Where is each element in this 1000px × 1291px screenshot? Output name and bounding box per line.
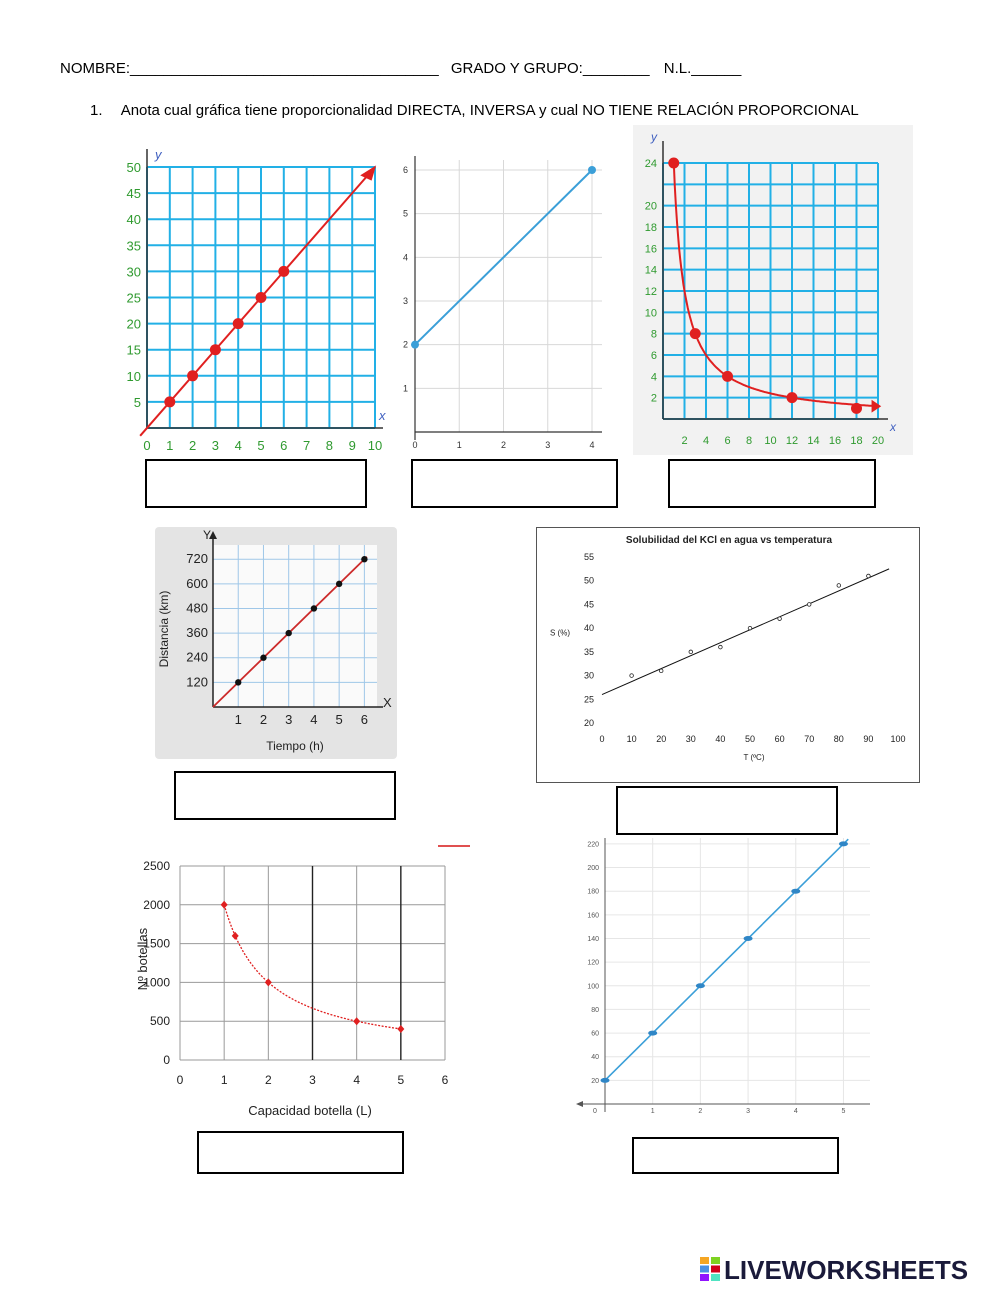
y-axis-label: y [155, 147, 162, 162]
x-tick-label: 6 [441, 1073, 449, 1087]
y-tick-label: 45 [583, 599, 594, 610]
x-tick-label: 3 [285, 712, 293, 727]
x-tick-label: 5 [841, 1108, 846, 1114]
y-tick-label: 45 [126, 186, 141, 202]
x-axis-label: Capacidad botella (L) [248, 1103, 372, 1118]
nl-line: ______ [691, 60, 742, 77]
data-point [164, 396, 175, 407]
x-tick-label: 40 [715, 734, 726, 744]
x-tick-label: 1 [234, 712, 242, 727]
data-point [744, 936, 753, 941]
y-tick-label: 120 [587, 959, 599, 967]
x-tick-label: 50 [744, 734, 756, 744]
y-tick-label: 120 [186, 674, 208, 690]
y-tick-label: 14 [644, 264, 657, 277]
answer-input-4[interactable] [176, 773, 398, 820]
x-tick-label: 1 [220, 1073, 228, 1087]
grade-line: ________ [582, 60, 650, 77]
x-tick-label: 7 [302, 438, 311, 453]
x-tick-label: 8 [325, 438, 334, 453]
x-tick-label: 90 [863, 734, 874, 744]
y-tick-label: 480 [186, 600, 208, 616]
data-point [397, 1025, 404, 1033]
x-tick-label: 6 [724, 435, 731, 447]
x-tick-label: 4 [310, 712, 318, 727]
data-point [260, 655, 266, 661]
data-point [648, 1031, 657, 1036]
x-tick-label: 100 [890, 734, 906, 744]
y-tick-label: 200 [587, 865, 599, 873]
y-tick-label: 35 [583, 646, 594, 657]
data-point [668, 158, 679, 169]
x-axis-letter: X [383, 695, 392, 710]
y-tick-label: 20 [583, 718, 594, 728]
data-point [601, 1078, 610, 1083]
liveworksheets-logo [700, 1255, 968, 1288]
x-tick-label: 0 [593, 1108, 597, 1114]
data-point [690, 328, 701, 339]
x-tick-label: 16 [828, 435, 842, 447]
x-axis-label: x [890, 420, 896, 434]
x-tick-label: 6 [360, 712, 369, 727]
data-point [232, 932, 239, 940]
series-line [140, 170, 373, 436]
x-tick-label: 0 [176, 1073, 184, 1087]
question-text: Anota cual gráfica tiene proporcionalidad DIRECTA, INVERSA y cual NO TIENE RELACIÓN PROPORCIONAL [120, 102, 859, 119]
x-tick-label: 1 [650, 1108, 655, 1114]
x-tick-label: 3 [545, 440, 551, 450]
y-tick-label: 15 [126, 342, 141, 358]
x-tick-label: 14 [807, 435, 820, 447]
y-tick-label: 100 [587, 983, 599, 991]
x-tick-label: 0 [412, 440, 418, 450]
y-tick-label: 40 [126, 212, 141, 228]
y-axis-label: y [651, 130, 657, 144]
data-point [851, 403, 862, 414]
y-tick-label: 1500 [143, 936, 170, 951]
chart-direct-grid [125, 140, 387, 458]
x-tick-label: 10 [764, 435, 777, 447]
y-tick-label: 5 [402, 208, 408, 219]
y-tick-label: 4 [650, 371, 657, 384]
x-tick-label: 4 [702, 435, 710, 447]
y-tick-label: 18 [644, 222, 657, 234]
y-tick-label: 6 [402, 165, 408, 175]
logo-text: LIVEWORKSHEETS [724, 1255, 969, 1285]
data-point [689, 650, 693, 654]
x-tick-label: 3 [746, 1108, 751, 1114]
x-tick-label: 2 [188, 438, 197, 453]
x-tick-label: 2 [259, 712, 268, 727]
data-point [867, 574, 871, 578]
x-tick-label: 1 [456, 440, 462, 450]
data-point [278, 266, 289, 277]
question-1 [90, 102, 859, 119]
chart-svg [155, 527, 397, 759]
y-tick-label: 2500 [143, 859, 170, 873]
x-tick-label: 4 [353, 1073, 361, 1087]
y-tick-label: 25 [126, 290, 141, 306]
chart-svg [395, 150, 610, 460]
data-point [659, 669, 663, 673]
x-tick-label: 0 [599, 734, 605, 744]
y-tick-label: 0 [163, 1053, 170, 1067]
data-point [233, 318, 244, 329]
y-tick-label: 8 [650, 328, 657, 341]
y-tick-label: 1000 [143, 975, 170, 990]
data-point [791, 889, 800, 894]
y-tick-label: 6 [650, 350, 657, 362]
question-number: 1. [90, 102, 103, 119]
red-dash-mark [438, 845, 470, 847]
y-tick-label: 140 [587, 935, 599, 943]
y-tick-label: 1 [402, 383, 408, 394]
answer-box-7[interactable] [632, 1137, 839, 1174]
y-tick-label: 40 [583, 623, 594, 634]
data-point [336, 581, 342, 587]
chart-svg [130, 850, 460, 1125]
y-tick-label: 55 [583, 552, 594, 562]
y-tick-label: 12 [644, 286, 657, 298]
answer-input-1[interactable] [147, 461, 369, 508]
x-tick-label: 8 [745, 435, 753, 447]
y-tick-label: 2000 [143, 897, 170, 912]
x-tick-label: 9 [348, 438, 356, 453]
grade-label: GRADO Y GRUPO: [450, 60, 583, 77]
y-tick-label: 5 [133, 394, 141, 410]
chart-blue-line [570, 832, 876, 1114]
x-tick-label: 5 [257, 438, 265, 453]
y-tick-label: 720 [186, 551, 208, 567]
data-point [361, 556, 367, 562]
data-point [187, 370, 198, 381]
y-tick-label: 360 [186, 625, 208, 641]
y-tick-label: 2 [402, 339, 408, 350]
y-tick-label: 4 [402, 252, 408, 263]
chart-svg [633, 125, 913, 455]
data-point [285, 630, 291, 636]
y-tick-label: 30 [583, 670, 594, 681]
y-tick-label: 10 [644, 307, 657, 320]
x-tick-label: 20 [871, 435, 885, 447]
y-tick-label: 160 [587, 912, 599, 920]
data-point [210, 344, 221, 355]
x-tick-label: 4 [589, 440, 595, 450]
y-axis-label: Distancia (km) [157, 590, 171, 668]
answer-input-2[interactable] [413, 461, 620, 508]
x-tick-label: 2 [500, 440, 507, 450]
y-axis-letter: Y [203, 528, 212, 542]
y-tick-label: 600 [186, 575, 208, 591]
chart-title: Solubilidad del KCl en agua vs temperatura [625, 535, 833, 546]
x-tick-label: 10 [367, 438, 383, 453]
answer-box-6[interactable] [197, 1131, 404, 1174]
y-tick-label: 240 [186, 649, 208, 665]
y-tick-label: 20 [644, 200, 657, 213]
chart-solubility [536, 527, 922, 785]
y-tick-label: 10 [126, 368, 141, 384]
x-tick-label: 1 [166, 438, 174, 453]
data-point [839, 841, 848, 846]
answer-input-7[interactable] [634, 1139, 841, 1174]
chart-line-offset [395, 150, 610, 460]
data-point [787, 392, 798, 403]
x-tick-label: 5 [335, 712, 343, 727]
x-tick-label: 3 [309, 1073, 316, 1087]
y-axis-label: S (%) [550, 628, 570, 638]
y-tick-label: 180 [587, 888, 599, 896]
x-axis-label: Tiempo (h) [266, 739, 324, 753]
answer-input-3[interactable] [670, 461, 878, 508]
x-tick-label: 20 [656, 734, 667, 744]
x-tick-label: 2 [681, 435, 688, 447]
chart-background [570, 832, 876, 1114]
x-tick-label: 2 [698, 1108, 703, 1114]
data-point [748, 626, 752, 630]
chart-svg [570, 832, 876, 1114]
y-tick-label: 3 [402, 296, 408, 306]
chart-inverse-grid [633, 125, 913, 455]
x-tick-label: 70 [804, 734, 815, 744]
chart-svg [536, 527, 922, 785]
logo-badge-icon [700, 1257, 720, 1288]
y-tick-label: 25 [583, 694, 594, 705]
answer-box-2[interactable] [411, 459, 618, 508]
x-tick-label: 6 [280, 438, 288, 453]
name-label: NOMBRE: [60, 60, 131, 77]
y-tick-label: 24 [644, 158, 657, 170]
answer-input-6[interactable] [199, 1133, 406, 1174]
chart-distance-time [155, 527, 397, 759]
x-axis-label: T (ºC) [743, 753, 765, 762]
y-tick-label: 220 [587, 841, 599, 849]
y-tick-label: 60 [591, 1030, 599, 1038]
x-tick-label: 3 [211, 438, 220, 453]
y-tick-label: 30 [126, 264, 141, 280]
data-point [311, 605, 317, 611]
y-axis-label: Nº botellas [135, 927, 150, 991]
x-tick-label: 5 [397, 1073, 405, 1087]
x-tick-label: 30 [685, 734, 696, 744]
x-tick-label: 2 [264, 1073, 272, 1087]
data-point [837, 584, 841, 588]
x-tick-label: 10 [626, 734, 637, 744]
data-point [235, 679, 241, 685]
data-point [630, 674, 634, 678]
y-tick-label: 40 [591, 1054, 599, 1062]
answer-box-4[interactable] [174, 771, 396, 820]
y-tick-label: 500 [149, 1014, 170, 1029]
data-point [588, 166, 596, 174]
answer-box-5[interactable] [616, 786, 838, 835]
answer-box-3[interactable] [668, 459, 876, 508]
y-tick-label: 20 [591, 1077, 599, 1085]
y-tick-label: 20 [126, 316, 141, 332]
data-point [265, 978, 272, 986]
student-header [60, 60, 741, 77]
data-point [778, 617, 782, 621]
y-tick-label: 50 [126, 160, 141, 175]
data-point [719, 645, 723, 649]
data-point [411, 341, 419, 349]
data-point [221, 901, 228, 909]
y-tick-label: 50 [583, 575, 594, 586]
name-line: _____________________________________ [130, 60, 439, 77]
y-tick-label: 2 [650, 392, 657, 405]
nl-label: N.L. [663, 60, 692, 77]
chart-svg [125, 140, 387, 458]
data-point [256, 292, 267, 303]
x-tick-label: 12 [785, 435, 799, 447]
x-tick-label: 80 [833, 734, 844, 744]
chart-bottles [130, 850, 460, 1125]
x-axis-label: x [379, 408, 386, 423]
x-tick-label: 18 [850, 435, 863, 447]
answer-input-5[interactable] [618, 788, 840, 835]
x-tick-label: 60 [774, 734, 785, 744]
y-tick-label: 16 [644, 243, 657, 256]
x-tick-label: 4 [793, 1108, 798, 1114]
x-tick-label: 4 [234, 438, 242, 453]
x-tick-label: 0 [143, 438, 151, 453]
data-point [722, 371, 733, 382]
y-tick-label: 35 [126, 238, 141, 254]
answer-box-1[interactable] [145, 459, 367, 508]
data-point [807, 603, 811, 607]
data-point [696, 983, 705, 988]
y-tick-label: 80 [591, 1006, 599, 1014]
data-point [353, 1017, 360, 1025]
